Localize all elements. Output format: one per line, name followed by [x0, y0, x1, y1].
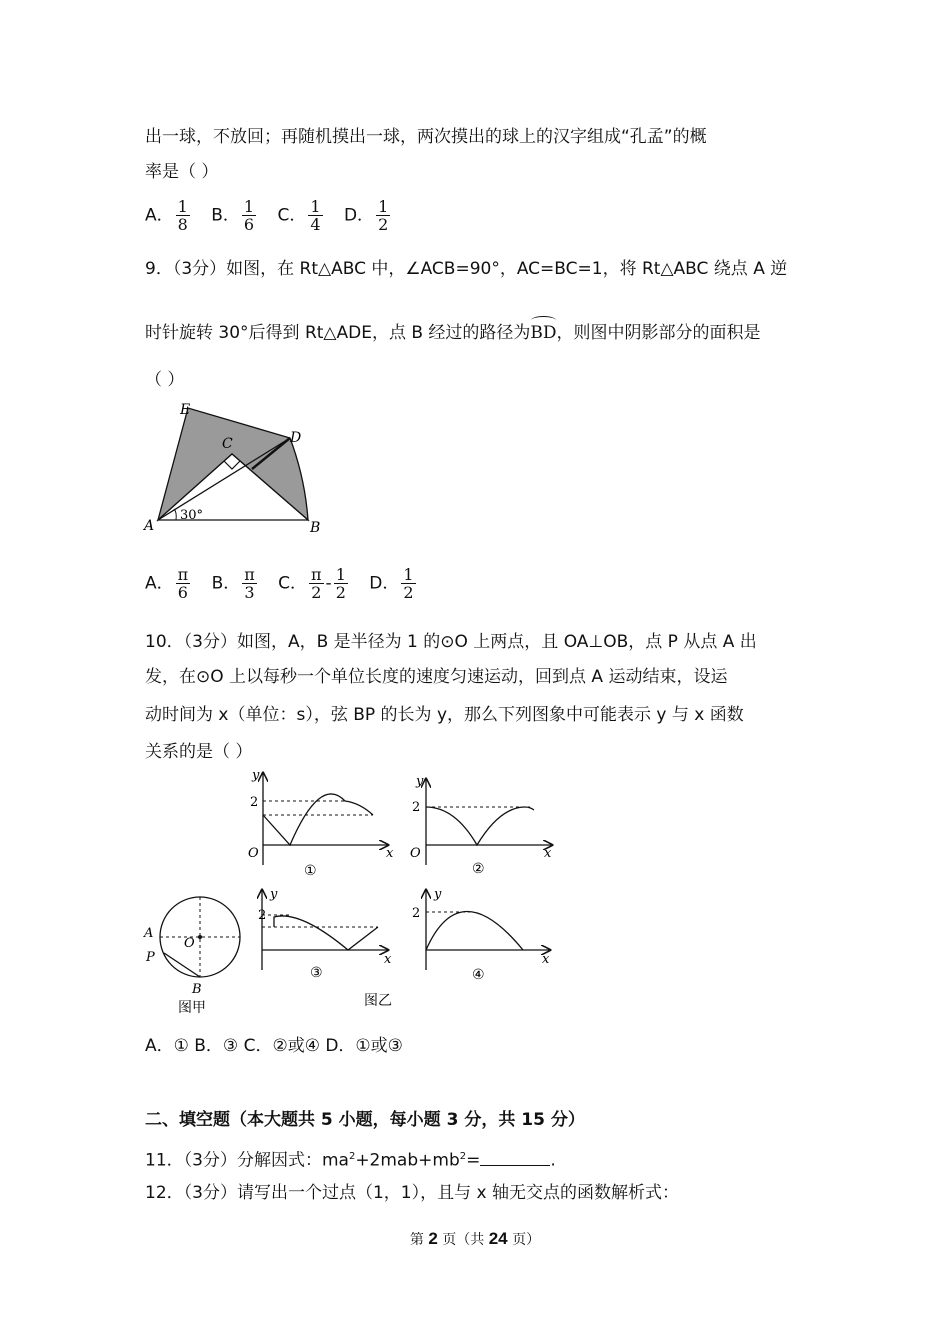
q9-option-c: [278, 566, 350, 601]
q8-line1: 出一球，不放回；再随机摸出一球，两次摸出的球上的汉字组成“孔孟”的概: [145, 127, 707, 147]
numerator: π: [311, 565, 322, 584]
axis-y: y: [434, 887, 442, 902]
option-label: B．: [211, 573, 241, 594]
graph-2-label: ②: [472, 861, 485, 877]
q10-figures: [140, 765, 570, 1025]
q10-options: A．① B．③ C．②或④ D．①或③: [145, 1036, 403, 1056]
option-label: C．: [277, 205, 307, 226]
circle-label-o: O: [184, 936, 195, 951]
axis-x: x: [542, 952, 550, 967]
label-b: B: [310, 520, 321, 536]
option-label: D．: [343, 205, 375, 226]
numerator: π: [244, 565, 255, 584]
q9-line2-text-end: ，则图中阴影部分的面积是: [556, 323, 761, 343]
fraction: [401, 566, 415, 601]
minus-sign: -: [325, 573, 332, 594]
denominator: 6: [243, 215, 255, 234]
q11-mid: +2mab+mb: [355, 1150, 460, 1171]
tick-2: 2: [258, 908, 267, 923]
label-a: A: [144, 518, 155, 534]
denominator: 3: [244, 583, 255, 602]
axis-x: x: [386, 846, 394, 861]
section-2-title: 二、填空题（本大题共 5 小题，每小题 3 分，共 15 分）: [145, 1110, 585, 1130]
option-label: D．: [369, 573, 400, 594]
q10-line2: 发，在⊙O 上以每秒一个单位长度的速度匀速运动，回到点 A 运动结束，设运: [145, 667, 728, 687]
q9-line2: [145, 321, 761, 345]
option-label: A．: [145, 573, 174, 594]
q10-line3: 动时间为 x（单位：s），弦 BP 的长为 y，那么下列图象中可能表示 y 与 x 函数: [145, 705, 744, 725]
circle-label-a: A: [144, 926, 154, 941]
arc-bd: BD: [530, 323, 557, 343]
tick-2: 2: [250, 795, 259, 810]
exponent: 2: [348, 1151, 356, 1162]
q9-option-b: [212, 566, 259, 601]
q9-options: [145, 566, 432, 601]
graph-2: [410, 774, 552, 877]
denominator: 2: [403, 583, 414, 602]
q8-options: [145, 198, 406, 233]
graph-3-label: ③: [310, 965, 323, 981]
label-d: D: [290, 430, 302, 446]
numerator: 1: [335, 565, 346, 584]
q11-end: .: [550, 1150, 556, 1171]
fraction: [242, 198, 256, 233]
total-pages: 24: [488, 1229, 508, 1248]
q9-line1: 9．（3分）如图，在 Rt△ABC 中，∠ACB=90°，AC=BC=1，将 Rt△ABC 绕点 A 逆: [145, 259, 788, 279]
axis-x: x: [544, 846, 552, 861]
fraction: [334, 566, 348, 601]
label-c: C: [222, 436, 233, 452]
q9-line3: （ ）: [145, 370, 185, 390]
circle-figure: [143, 897, 240, 1016]
footer-post: 页）: [507, 1232, 541, 1248]
answer-blank[interactable]: [480, 1151, 550, 1166]
fraction: [242, 566, 257, 601]
q9-option-a: [145, 566, 192, 601]
caption-yi: 图乙: [364, 993, 392, 1009]
circle-label-p: P: [146, 950, 155, 965]
q8-option-b: [211, 198, 258, 233]
q9-figure: [140, 398, 340, 538]
numerator: 1: [403, 565, 414, 584]
q9-option-d: [369, 566, 417, 601]
numerator: 1: [177, 197, 188, 216]
option-label: C．: [278, 573, 308, 594]
graph-3: [258, 887, 392, 981]
origin-o: O: [248, 846, 259, 861]
tick-2: 2: [412, 800, 421, 815]
q12-line: 12．（3分）请写出一个过点（1，1），且与 x 轴无交点的函数解析式：: [145, 1183, 679, 1203]
q8-option-a: [145, 198, 192, 233]
circle-label-b: B: [192, 982, 202, 997]
q11-line: [145, 1145, 556, 1173]
fraction: [308, 198, 322, 233]
fraction: [176, 566, 191, 601]
option-label: B．: [211, 205, 240, 226]
denominator: 2: [335, 583, 346, 602]
origin-o: O: [410, 846, 421, 861]
page-footer: [0, 1229, 950, 1249]
option-label: A．: [145, 205, 174, 226]
tick-2: 2: [412, 906, 421, 921]
graph-1-label: ①: [304, 863, 317, 879]
label-e: E: [180, 402, 191, 418]
denominator: 2: [378, 215, 389, 234]
fraction: [309, 566, 324, 601]
caption-jia: 图甲: [178, 1000, 206, 1016]
numerator: 1: [310, 197, 321, 216]
denominator: 8: [177, 215, 188, 234]
denominator: 2: [311, 583, 322, 602]
numerator: π: [177, 565, 189, 584]
exponent: 2: [459, 1151, 467, 1162]
fraction: [176, 198, 190, 233]
q9-line2-text: 时针旋转 30°后得到 Rt△ADE，点 B 经过的路径为: [145, 323, 531, 343]
q10-line1: 10．（3分）如图，A，B 是半径为 1 的⊙O 上两点，且 OA⊥OB，点 P 从点 A 出: [145, 632, 757, 652]
graph-4-label: ④: [472, 967, 485, 983]
axis-x: x: [384, 952, 392, 967]
graph-1: [248, 768, 394, 879]
q10-line4: 关系的是（ ）: [145, 742, 253, 762]
label-angle: 30°: [180, 508, 204, 523]
q8-option-c: [278, 198, 325, 233]
footer-mid: 页（共: [437, 1232, 489, 1248]
axis-y: y: [270, 887, 278, 902]
axis-y: y: [252, 768, 260, 783]
denominator: 6: [177, 583, 188, 602]
numerator: 1: [243, 197, 255, 216]
fraction: [376, 198, 390, 233]
q11-suffix: =: [466, 1150, 481, 1171]
footer-pre: 第: [409, 1232, 429, 1248]
graph-4: [412, 887, 550, 983]
numerator: 1: [378, 197, 389, 216]
denominator: 4: [310, 215, 321, 234]
q11-prefix: 11．（3分）分解因式：ma: [145, 1150, 349, 1171]
q8-option-d: [344, 198, 392, 233]
axis-y: y: [416, 774, 424, 789]
page-number: 2: [428, 1229, 438, 1248]
q8-line2: 率是（ ）: [145, 162, 219, 182]
